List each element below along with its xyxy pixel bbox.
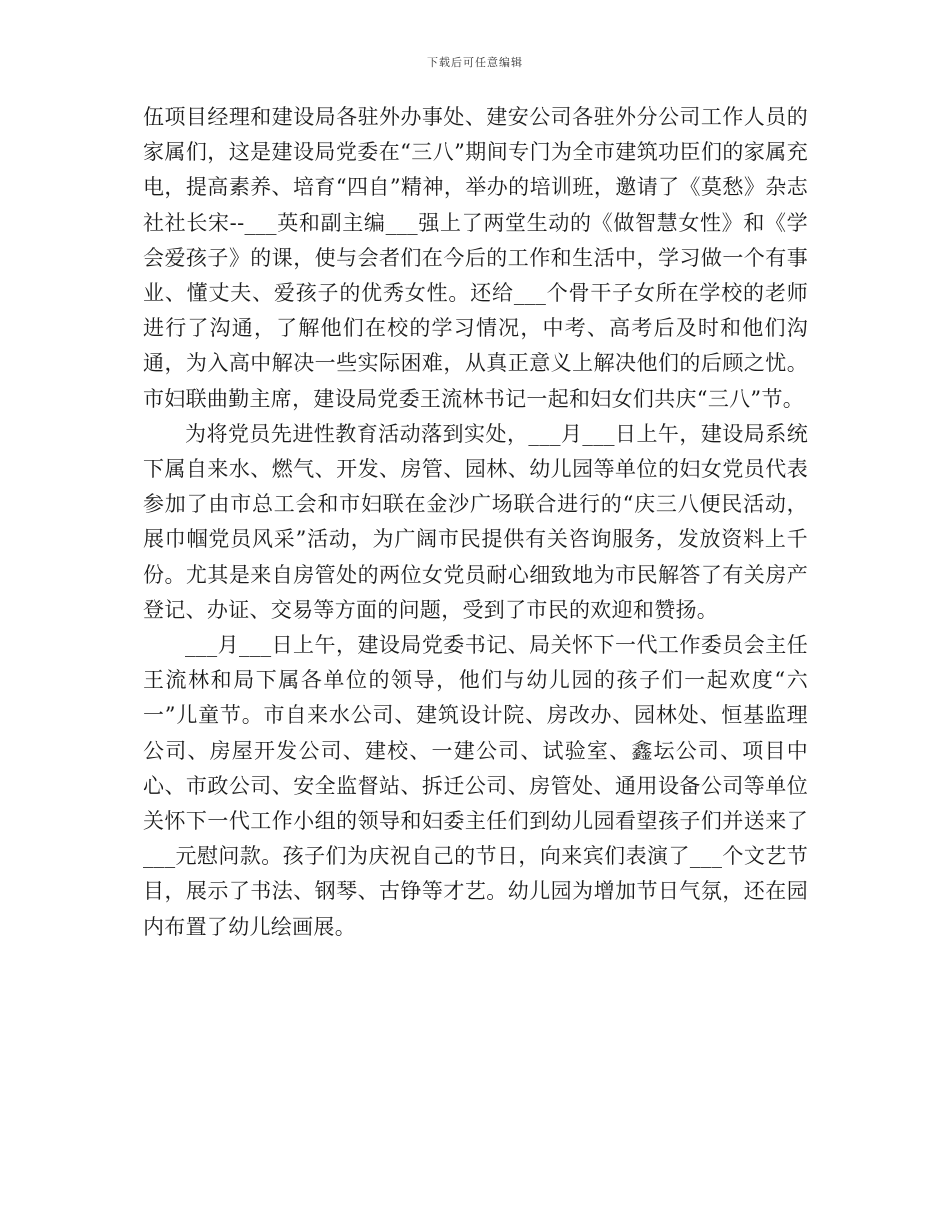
paragraph-1: 伍项目经理和建设局各驻外办事处、建安公司各驻外分公司工作人员的家属们，这是建设局党委在“三八”期间专门为全市建筑功臣们的家属充电，提高素养、培育“四自”精神，举办的培训班，邀请了《莫愁》杂志社社长宋--___英和副主编___强上了两堂生动的《做智慧女性》和《学会爱孩子》的课，使与会者们在今后的工作和生活中，学习做一个有事业、懂丈夫、爱孩子的优秀女性。还给___个骨干子女所在学校的老师进行了沟通，了解他们在校的学习情况，中考、高考后及时和他们沟通，为入高中解决一些实际困难，从真正意义上解决他们的后顾之忧。市妇联曲勤主席，建设局党委王流林书记一起和妇女们共庆“三八”节。: [143, 105, 808, 411]
page-header: 下载后可任意编辑: [427, 56, 523, 69]
document-body: [143, 100, 808, 945]
paragraph-3: ___月___日上午，建设局党委书记、局关怀下一代工作委员会主任王流林和局下属各单位的领导，他们与幼儿园的孩子们一起欢度“六一”儿童节。市自来水公司、建筑设计院、房改办、园林处、恒基监理公司、房屋开发公司、建校、一建公司、试验室、鑫坛公司、项目中心、市政公司、安全监督站、拆迁公司、房管处、通用设备公司等单位关怀下一代工作小组的领导和妇委主任们到幼儿园看望孩子们并送来了___元慰问款。孩子们为庆祝自己的节日，向来宾们表演了___个文艺节目，展示了书法、钢琴、古铮等才艺。幼儿园为增加节日气氛，还在园内布置了幼儿绘画展。: [143, 633, 808, 939]
paragraph-2: 为将党员先进性教育活动落到实处，___月___日上午，建设局系统下属自来水、燃气、开发、房管、园林、幼儿园等单位的妇女党员代表参加了由市总工会和市妇联在金沙广场联合进行的“庆三八便民活动，展巾帼党员风采”活动，为广阔市民提供有关咨询服务，发放资料上千份。尤其是来自房管处的两位女党员耐心细致地为市民解答了有关房产登记、办证、交易等方面的问题，受到了市民的欢迎和赞扬。: [143, 421, 808, 622]
